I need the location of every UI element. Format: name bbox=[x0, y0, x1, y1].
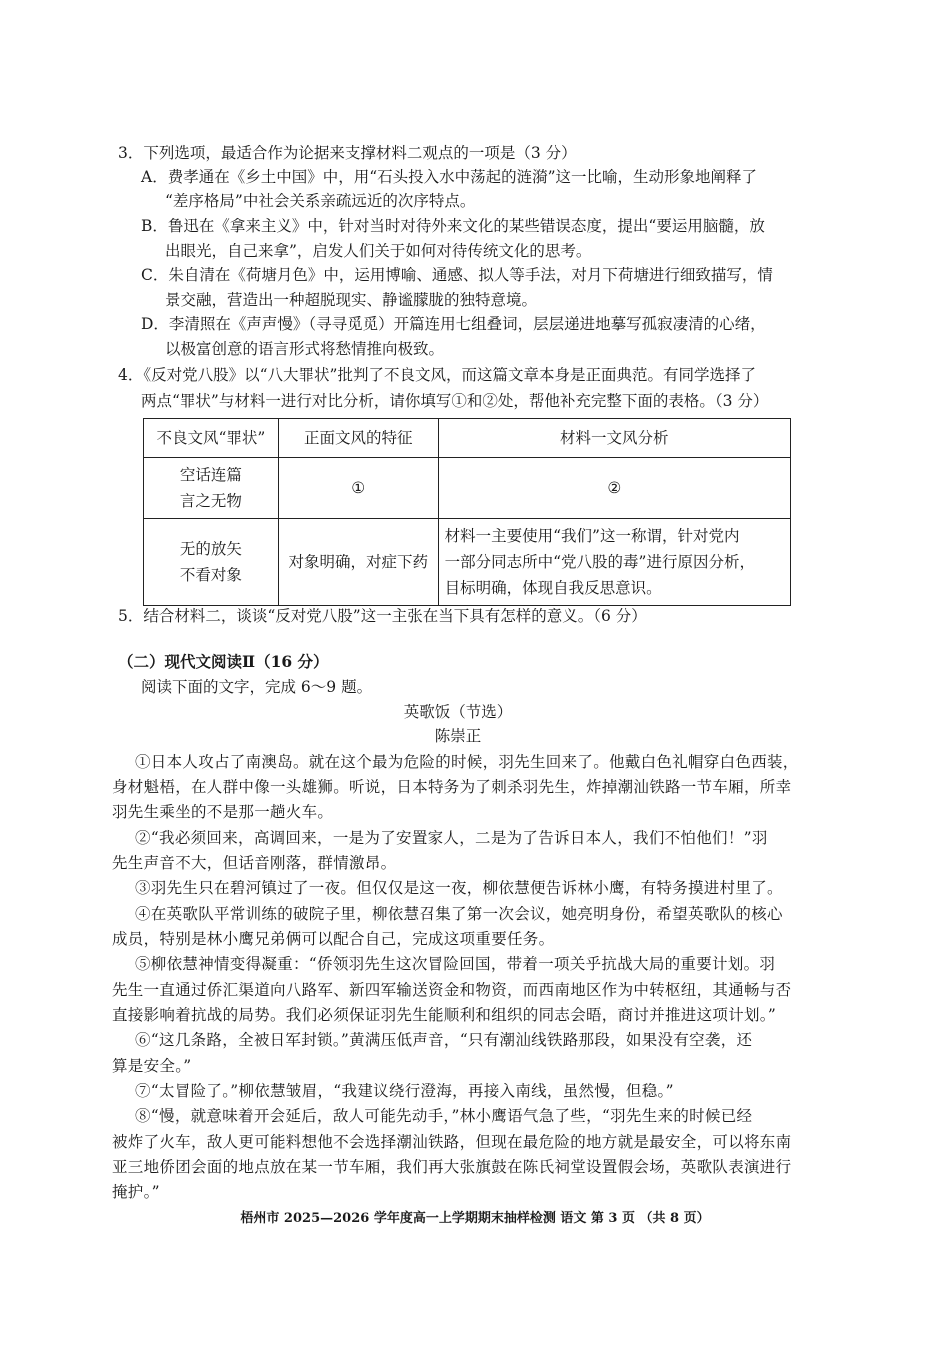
table-cell bbox=[144, 519, 279, 606]
cell-text: 一部分同志所中“党八股的毒”进行原因分析， bbox=[444, 553, 755, 571]
passage-line: 羽先生乘坐的不是那一趟火车。 bbox=[112, 803, 334, 821]
table-cell bbox=[144, 458, 279, 519]
table-cell: 对象明确，对症下药 bbox=[278, 519, 438, 606]
passage-line: ③羽先生只在碧河镇过了一夜。但仅仅是这一夜，柳依慧便告诉林小鹰，有特务摸进村里了。 bbox=[135, 879, 783, 897]
passage-line: 先生一直通过侨汇渠道向八路军、新四军输送资金和物资，而西南地区作为中转枢纽，其通畅与否 bbox=[112, 981, 792, 999]
q3-option-c-line2: 景交融，营造出一种超脱现实、静谧朦胧的独特意境。 bbox=[165, 291, 538, 309]
style-comparison-table bbox=[143, 418, 791, 606]
q3-option-b-line1: B．鲁迅在《拿来主义》中，针对当时对待外来文化的某些错误态度，提出“要运用脑髓，放 bbox=[141, 217, 765, 235]
cell-text: 目标明确，体现自我反思意识。 bbox=[444, 579, 662, 597]
passage-author: 陈崇正 bbox=[434, 727, 482, 745]
table-header-row bbox=[144, 419, 791, 458]
passage-line: ⑥“这几条路，全被日军封锁。”黄满压低声音，“只有潮汕线铁路那段，如果没有空袭，还 bbox=[135, 1031, 753, 1049]
cell-text: 言之无物 bbox=[179, 492, 242, 510]
passage-line: 先生声音不大，但话音刚落，群情激昂。 bbox=[112, 854, 397, 872]
cell-text: 不看对象 bbox=[179, 566, 242, 584]
q3-option-a-line2: “差序格局”中社会关系亲疏远近的次序特点。 bbox=[165, 192, 476, 210]
passage-line: ④在英歌队平常训练的破院子里，柳依慧召集了第一次会议，她亮明身份，希望英歌队的核心 bbox=[135, 905, 783, 923]
q4-stem-line1: 4．《反对党八股》以“八大罪状”批判了不良文风，而这篇文章本身是正面典范。有同学选择了 bbox=[118, 366, 756, 384]
table-header-cell: 材料一文风分析 bbox=[438, 419, 790, 458]
q3-option-a-line1: A．费孝通在《乡土中国》中，用“石头投入水中荡起的涟漪”这一比喻，生动形象地阐释了 bbox=[141, 168, 758, 186]
q3-option-c-line1: C．朱自清在《荷塘月色》中，运用博喻、通感、拟人等手法，对月下荷塘进行细致描写，情 bbox=[141, 266, 773, 284]
blank-1-cell: ① bbox=[278, 458, 438, 519]
passage-line: 成员，特别是林小鹰兄弟俩可以配合自己，完成这项重要任务。 bbox=[112, 930, 555, 948]
q3-option-d-line1: D．李清照在《声声慢》（寻寻觅觅）开篇连用七组叠词，层层递进地摹写孤寂凄清的心绪， bbox=[141, 315, 766, 333]
passage-line: 被炸了火车，敌人更可能料想他不会选择潮汕铁路，但现在最危险的地方就是最安全，可以将东南 bbox=[112, 1133, 792, 1151]
passage-title: 英歌饭（节选） bbox=[403, 703, 513, 721]
q3-option-d-line2: 以极富创意的语言形式将愁情推向极致。 bbox=[165, 340, 445, 358]
section-instruction: 阅读下面的文字，完成 6～9 题。 bbox=[141, 678, 373, 696]
table-row bbox=[144, 519, 791, 606]
cell-text: 无的放矢 bbox=[179, 540, 242, 558]
page-footer: 梧州市 2025—2026 学年度高一上学期期末抽样检测 语文 第 3 页 （共 8 页） bbox=[240, 1211, 710, 1226]
table-row bbox=[144, 458, 791, 519]
passage-line: 身材魁梧，在人群中像一头雄狮。听说，日本特务为了刺杀羽先生，炸掉潮汕铁路一节车厢，所幸 bbox=[112, 778, 792, 796]
passage-line: ⑦“太冒险了。”柳依慧皱眉，“我建议绕行澄海，再接入南线，虽然慢，但稳。” bbox=[135, 1082, 674, 1100]
passage-line: ①日本人攻占了南澳岛。就在这个最为危险的时候，羽先生回来了。他戴白色礼帽穿白色西装， bbox=[135, 753, 799, 771]
q3-option-b-line2: 出眼光，自己来拿”，启发人们关于如何对待传统文化的思考。 bbox=[165, 242, 592, 260]
q5-stem: 5．结合材料二，谈谈“反对党八股”这一主张在当下具有怎样的意义。（6 分） bbox=[118, 607, 647, 625]
table-header-cell: 正面文风的特征 bbox=[278, 419, 438, 458]
passage-line: 直接影响着抗战的局势。我们必须保证羽先生能顺利和组织的同志会晤，商讨并推进这项计划。” bbox=[112, 1006, 777, 1024]
table-header-cell: 不良文风“罪状” bbox=[144, 419, 279, 458]
q3-stem: 3．下列选项，最适合作为论据来支撑材料二观点的一项是（3 分） bbox=[118, 144, 577, 162]
q4-stem-line2: 两点“罪状”与材料一进行对比分析，请你填写①和②处，帮他补充完整下面的表格。（3 分） bbox=[141, 392, 769, 410]
cell-text: 材料一主要使用“我们”这一称谓，针对党内 bbox=[444, 527, 740, 545]
passage-line: 算是安全。” bbox=[112, 1057, 192, 1075]
passage-line: ②“我必须回来，高调回来，一是为了安置家人，二是为了告诉日本人，我们不怕他们！”羽 bbox=[135, 829, 768, 847]
cell-text: 空话连篇 bbox=[179, 466, 242, 484]
passage-line: ⑤柳依慧神情变得凝重：“侨领羽先生这次冒险回国，带着一项关乎抗战大局的重要计划。羽 bbox=[135, 955, 776, 973]
table-cell bbox=[438, 519, 790, 606]
section-heading: （二）现代文阅读Ⅱ（16 分） bbox=[118, 652, 329, 671]
passage-line: ⑧“慢，就意味着开会延后，敌人可能先动手，”林小鹰语气急了些，“羽先生来的时候已经 bbox=[135, 1107, 753, 1125]
blank-2-cell: ② bbox=[438, 458, 790, 519]
passage-line: 亚三地侨团会面的地点放在某一节车厢，我们再大张旗鼓在陈氏祠堂设置假会场，英歌队表演进行 bbox=[112, 1158, 792, 1176]
passage-line: 掩护。” bbox=[112, 1183, 160, 1201]
